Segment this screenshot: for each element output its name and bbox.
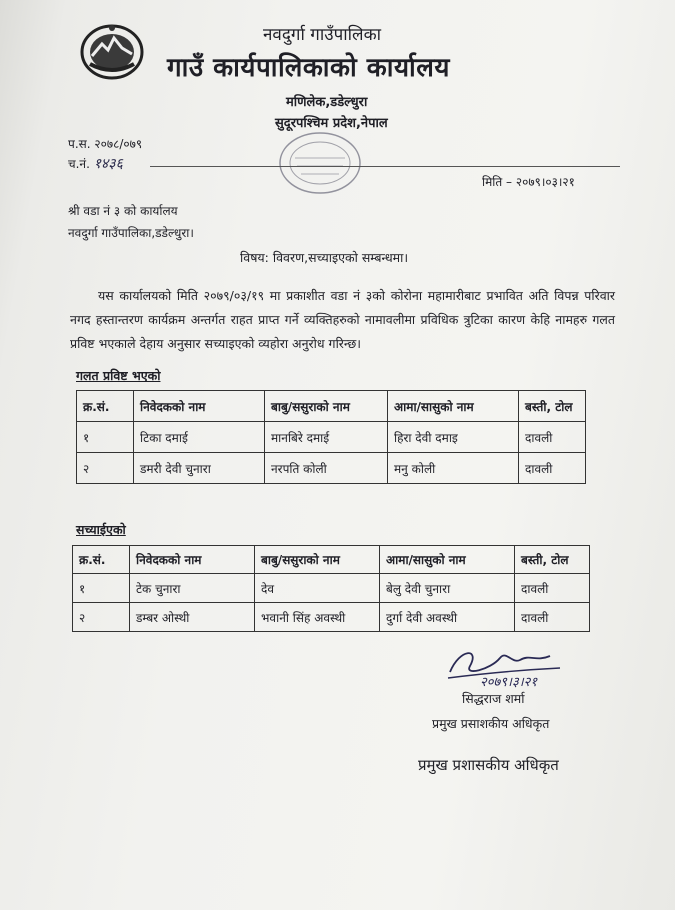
table-cell: बेलु देवी चुनारा (380, 574, 515, 603)
signature-date: २०७९।३।२१ (480, 675, 538, 690)
table-row (73, 603, 590, 632)
table-cell: देव (255, 574, 380, 603)
table-cell: २ (77, 453, 134, 484)
recipient-line-2: नवदुर्गा गाउँपालिका,डडेल्धुरा। (68, 226, 194, 240)
col-father: बाबु/ससुराको नाम (265, 391, 388, 422)
handwritten-signature-icon (440, 640, 570, 690)
table-row (77, 453, 586, 484)
col-serial: क्र.सं. (77, 391, 134, 422)
table-cell: १ (77, 422, 134, 453)
incorrect-entries-table (76, 390, 586, 484)
office-stamp-icon (275, 128, 365, 198)
recipient-line-1: श्री वडा नं ३ को कार्यालय (68, 204, 178, 218)
table-cell: दावली (519, 422, 586, 453)
col-serial: क्र.सं. (73, 546, 130, 574)
signatory-title: प्रमुख प्रसाशकीय अधिकृत (432, 716, 550, 731)
dispatch-number-row (68, 154, 123, 173)
letter-date: मिति – २०७९।०३।२१ (482, 175, 575, 189)
address-line-1: मणिलेक,डडेल्धुरा (286, 95, 368, 110)
table-cell: दावली (515, 603, 590, 632)
section-corrected-title: सच्याईएको (76, 522, 126, 537)
letter-subject: विषय: विवरण,सच्याइएको सम्बन्धमा। (240, 250, 409, 265)
signatory-name: सिद्धराज शर्मा (462, 691, 525, 706)
table-row (73, 574, 590, 603)
col-settlement: बस्ती, टोल (515, 546, 590, 574)
signatory-stamp-title: प्रमुख प्रशासकीय अधिकृत (418, 756, 559, 774)
table-cell: डम्बर ओस्थी (130, 603, 255, 632)
table-cell: दुर्गा देवी अवस्थी (380, 603, 515, 632)
header-divider (150, 166, 620, 167)
col-applicant: निवेदकको नाम (134, 391, 265, 422)
address-line-2: सुदूरपश्चिम प्रदेश,नेपाल (275, 116, 388, 131)
letter-body: यस कार्यालयको मिति २०७९/०३/१९ मा प्रकाशीत वडा नं ३को कोरोना महामारीबाट प्रभावित अति विपन्न परिवार नगद हस्तान्तरण कार्यक्रम अन्तर्गत राहत प्राप्त गर्ने व्यक्तिहरुको नामावलीमा प्रविधिक त्रुटिका कारण केहि नामहरु गलत प्रविष्ट भएकाले देहाय अनुसार सच्याइएको व्यहोरा अनुरोध गरिन्छ। (70, 288, 615, 351)
section-incorrect-title: गलत प्रविष्ट भएको (76, 368, 161, 383)
table-cell: हिरा देवी दमाइ (388, 422, 519, 453)
government-emblem-icon (80, 24, 144, 80)
table-cell: मनु कोली (388, 453, 519, 484)
corrected-entries-table (72, 545, 590, 632)
table-header-row (73, 546, 590, 574)
col-mother: आमा/सासुको नाम (380, 546, 515, 574)
table-cell: टिका दमाई (134, 422, 265, 453)
col-applicant: निवेदकको नाम (130, 546, 255, 574)
table-cell: दावली (519, 453, 586, 484)
col-father: बाबु/ससुराको नाम (255, 546, 380, 574)
office-title: गाउँ कार्यपालिकाको कार्यालय (167, 53, 450, 83)
table-cell: मानबिरे दमाई (265, 422, 388, 453)
dispatch-label: च.नं. (68, 157, 90, 171)
table-cell: डमरी देवी चुनारा (134, 453, 265, 484)
table-cell: भवानी सिंह अवस्थी (255, 603, 380, 632)
dispatch-number: १४३६ (93, 156, 123, 172)
table-cell: १ (73, 574, 130, 603)
table-cell: टेक चुनारा (130, 574, 255, 603)
table-cell: दावली (515, 574, 590, 603)
table-cell: नरपति कोली (265, 453, 388, 484)
table-header-row (77, 391, 586, 422)
table-cell: २ (73, 603, 130, 632)
municipality-name: नवदुर्गा गाउँपालिका (263, 25, 382, 45)
col-mother: आमा/सासुको नाम (388, 391, 519, 422)
table-row (77, 422, 586, 453)
letter-reference-number: प.स. २०७८/०७९ (68, 137, 143, 151)
col-settlement: बस्ती, टोल (519, 391, 586, 422)
